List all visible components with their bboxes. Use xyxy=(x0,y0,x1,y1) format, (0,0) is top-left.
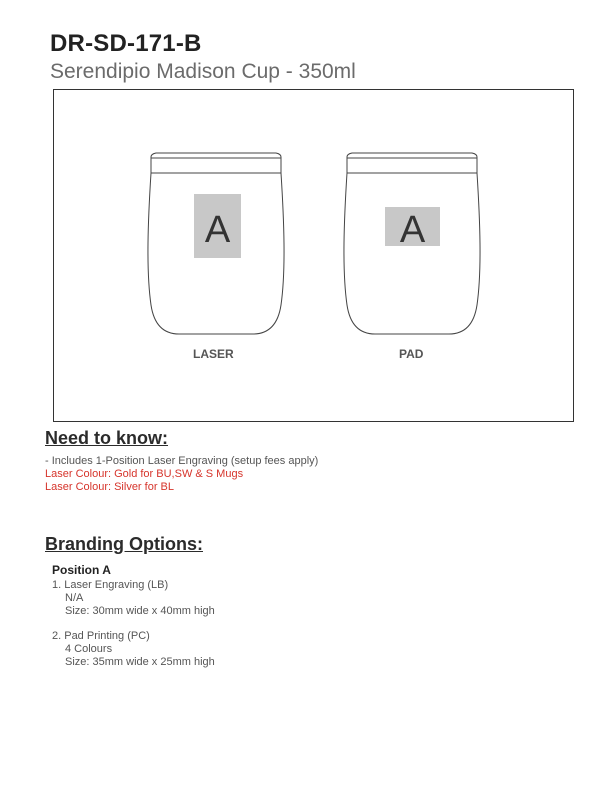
option-2-size: Size: 35mm wide x 25mm high xyxy=(65,656,215,668)
need-to-know-line-3: Laser Colour: Silver for BL xyxy=(45,481,174,493)
branding-options-heading: Branding Options: xyxy=(45,534,203,554)
pad-position-mark: A xyxy=(399,209,426,251)
laser-caption: LASER xyxy=(193,347,234,361)
option-1-colours: N/A xyxy=(65,592,84,604)
cup-pad xyxy=(344,153,480,334)
pad-caption: PAD xyxy=(399,347,424,361)
need-to-know-line-2: Laser Colour: Gold for BU,SW & S Mugs xyxy=(45,468,244,480)
cups-illustration xyxy=(54,90,575,423)
product-diagram xyxy=(53,89,574,422)
cup-laser xyxy=(148,153,284,334)
need-to-know-line-1: - Includes 1-Position Laser Engraving (setup fees apply) xyxy=(45,455,319,467)
need-to-know-heading: Need to know: xyxy=(45,428,169,448)
position-label: Position A xyxy=(52,563,111,577)
option-2-title: 2. Pad Printing (PC) xyxy=(52,630,150,642)
product-name: Serendipio Madison Cup - 350ml xyxy=(50,60,356,83)
product-code: DR-SD-171-B xyxy=(50,30,202,57)
option-1-size: Size: 30mm wide x 40mm high xyxy=(65,605,215,617)
option-2-colours: 4 Colours xyxy=(65,643,113,655)
laser-position-mark: A xyxy=(204,209,231,251)
option-1-title: 1. Laser Engraving (LB) xyxy=(52,579,169,591)
